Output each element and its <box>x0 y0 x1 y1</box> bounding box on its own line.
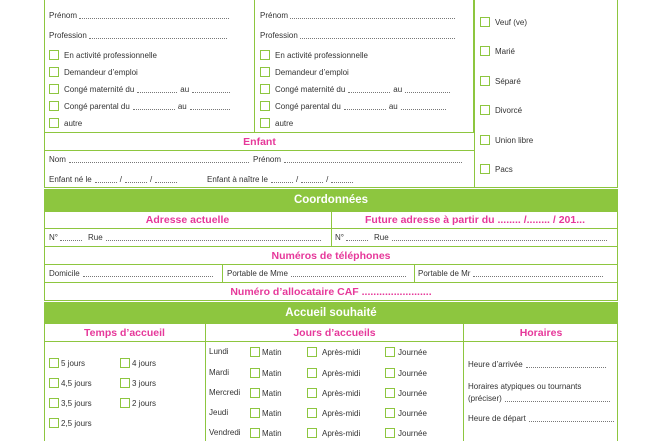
divider <box>414 264 415 282</box>
mercredi-matin[interactable] <box>250 388 282 398</box>
date-year[interactable] <box>331 176 353 183</box>
divider <box>44 264 618 265</box>
checkbox[interactable] <box>480 135 490 145</box>
date-field[interactable] <box>190 103 230 110</box>
portable-mr-label: Portable de Mr <box>418 269 471 278</box>
lundi-apres-midi[interactable] <box>307 347 360 357</box>
horaires-atypiques-row <box>468 394 610 403</box>
option-label: Congé parental du <box>64 101 130 111</box>
parent1-prenom-row <box>49 11 229 20</box>
date-sep: / <box>119 175 122 184</box>
checkbox[interactable] <box>250 408 260 418</box>
date-month[interactable] <box>125 176 147 183</box>
matin-label: Matin <box>262 428 282 438</box>
temps-2-jours[interactable] <box>120 398 156 408</box>
enfant-prenom-label: Prénom <box>253 155 282 164</box>
portable-mme-row <box>227 269 406 278</box>
divider <box>222 264 223 282</box>
domicile-field[interactable] <box>83 270 213 277</box>
checkbox[interactable] <box>120 398 130 408</box>
parent2-option-demandeur[interactable] <box>260 67 349 77</box>
au-label: au <box>180 84 190 94</box>
date-field[interactable] <box>348 86 390 93</box>
parent1-prenom-label: Prénom <box>49 11 78 20</box>
future-adresse-title: Future adresse à partir du ........ /........ / 201... <box>365 214 585 226</box>
adresse-actuelle-title: Adresse actuelle <box>145 214 230 226</box>
option-label: Congé maternité du <box>275 84 346 94</box>
temps-accueil-title: Temps d’accueil <box>84 326 165 339</box>
jeudi-journee[interactable] <box>385 408 427 418</box>
checkbox[interactable] <box>49 67 59 77</box>
mercredi-journee[interactable] <box>385 388 427 398</box>
mardi-journee[interactable] <box>385 368 427 378</box>
portable-mme-label: Portable de Mme <box>227 269 288 278</box>
future-adresse-row <box>335 233 607 242</box>
checkbox[interactable] <box>120 378 130 388</box>
situation-label: Divorcé <box>495 105 523 115</box>
temps-5-jours[interactable] <box>49 358 85 368</box>
enfant-a-naitre-row <box>207 175 353 184</box>
heure-arrivee-field[interactable] <box>526 361 606 368</box>
checkbox[interactable] <box>385 347 395 357</box>
accueil-title: Accueil souhaité <box>44 302 618 323</box>
portable-mr-row <box>418 269 603 278</box>
numero-label: N° <box>49 233 58 242</box>
rue-label: Rue <box>373 233 389 242</box>
numero-field[interactable] <box>60 234 82 241</box>
jour-mercredi-label: Mercredi <box>209 388 241 397</box>
checkbox[interactable] <box>260 67 270 77</box>
apres-midi-label: Après-midi <box>322 368 361 378</box>
situation-section <box>474 0 618 188</box>
temps-label: 3 jours <box>132 378 157 388</box>
situation-union-libre[interactable] <box>480 135 533 145</box>
checkbox[interactable] <box>260 84 270 94</box>
journee-label: Journée <box>398 428 427 438</box>
parent1-option-demandeur[interactable] <box>49 67 138 77</box>
checkbox[interactable] <box>307 428 317 438</box>
telephones-title: Numéros de téléphones <box>271 249 391 262</box>
parent1-prenom-field[interactable] <box>79 12 229 19</box>
checkbox[interactable] <box>49 378 59 388</box>
portable-mme-field[interactable] <box>291 270 406 277</box>
parent2-prenom-field[interactable] <box>290 12 455 19</box>
heure-arrivee-label: Heure d’arrivée <box>468 360 523 369</box>
heure-depart-row <box>468 414 614 423</box>
checkbox[interactable] <box>250 428 260 438</box>
date-month[interactable] <box>301 176 323 183</box>
checkbox[interactable] <box>49 118 59 128</box>
date-day[interactable] <box>95 176 117 183</box>
checkbox[interactable] <box>49 84 59 94</box>
jour-mardi-label: Mardi <box>209 368 230 377</box>
option-label: Demandeur d’emploi <box>64 67 138 77</box>
parent1-profession-field[interactable] <box>89 32 227 39</box>
temps-label: 2 jours <box>132 398 157 408</box>
situation-divorce[interactable] <box>480 105 522 115</box>
date-field[interactable] <box>405 86 450 93</box>
checkbox[interactable] <box>307 388 317 398</box>
checkbox[interactable] <box>480 46 490 56</box>
parent2-option-maternite[interactable] <box>260 84 450 94</box>
caf-label: Numéro d’allocataire CAF ........................ <box>230 286 432 298</box>
heure-depart-label: Heure de départ <box>468 414 526 423</box>
jours-accueils-title: Jours d’accueils <box>293 326 376 339</box>
date-day[interactable] <box>271 176 293 183</box>
checkbox[interactable] <box>250 368 260 378</box>
coordonnees-title: Coordonnées <box>44 189 618 211</box>
checkbox[interactable] <box>49 358 59 368</box>
checkbox[interactable] <box>260 118 270 128</box>
checkbox[interactable] <box>250 388 260 398</box>
option-label: autre <box>275 118 294 128</box>
apres-midi-label: Après-midi <box>322 388 361 398</box>
checkbox[interactable] <box>480 164 490 174</box>
parent2-profession-field[interactable] <box>300 32 455 39</box>
checkbox[interactable] <box>250 347 260 357</box>
journee-label: Journée <box>398 347 427 357</box>
rue-field[interactable] <box>106 234 321 241</box>
horaires-atypiques-label: Horaires atypiques ou tournants <box>468 382 582 391</box>
domicile-label: Domicile <box>49 269 80 278</box>
jour-lundi-label: Lundi <box>209 347 229 356</box>
parent1-option-maternite[interactable] <box>49 84 230 94</box>
checkbox[interactable] <box>480 17 490 27</box>
apres-midi-label: Après-midi <box>322 408 361 418</box>
heure-arrivee-row <box>468 360 606 369</box>
adresse-actuelle-row <box>49 233 321 242</box>
jour-jeudi-label: Jeudi <box>209 408 229 417</box>
journee-label: Journée <box>398 388 427 398</box>
parent1-option-activite[interactable] <box>49 50 157 60</box>
enfant-ne-le-label: Enfant né le <box>49 175 92 184</box>
option-label: En activité professionnelle <box>275 50 368 60</box>
parent1-profession-label: Profession <box>49 31 87 40</box>
temps-4-5-jours[interactable] <box>49 378 92 388</box>
situation-label: Union libre <box>495 135 534 145</box>
situation-marie[interactable] <box>480 46 515 56</box>
checkbox[interactable] <box>307 347 317 357</box>
temps-label: 5 jours <box>61 358 86 368</box>
mercredi-apres-midi[interactable] <box>307 388 360 398</box>
enfant-nom-label: Nom <box>49 155 66 164</box>
parent2-profession-label: Profession <box>260 31 298 40</box>
date-field[interactable] <box>133 103 175 110</box>
checkbox[interactable] <box>260 101 270 111</box>
horaires-atypiques-preciser-label: (préciser) <box>468 394 502 403</box>
rue-label: Rue <box>87 233 103 242</box>
heure-depart-field[interactable] <box>529 415 614 422</box>
date-field[interactable] <box>401 103 446 110</box>
lundi-matin[interactable] <box>250 347 282 357</box>
checkbox[interactable] <box>49 50 59 60</box>
situation-label: Séparé <box>495 76 521 86</box>
rue-field[interactable] <box>392 234 607 241</box>
mardi-apres-midi[interactable] <box>307 368 360 378</box>
matin-label: Matin <box>262 347 282 357</box>
apres-midi-label: Après-midi <box>322 428 361 438</box>
temps-3-5-jours[interactable] <box>49 398 92 408</box>
divider <box>44 341 618 342</box>
enfant-title: Enfant <box>243 135 276 148</box>
situation-veuf[interactable] <box>480 17 527 27</box>
parent2-option-activite[interactable] <box>260 50 368 60</box>
temps-label: 4,5 jours <box>61 378 92 388</box>
divider <box>44 150 475 151</box>
checkbox[interactable] <box>307 408 317 418</box>
checkbox[interactable] <box>120 358 130 368</box>
date-sep: / <box>295 175 299 184</box>
mardi-matin[interactable] <box>250 368 282 378</box>
apres-midi-label: Après-midi <box>322 347 361 357</box>
date-field[interactable] <box>344 103 386 110</box>
parent2-prenom-row <box>260 11 455 20</box>
date-field[interactable] <box>137 86 177 93</box>
horaires-title: Horaires <box>519 326 563 339</box>
checkbox[interactable] <box>480 105 490 115</box>
checkbox[interactable] <box>385 428 395 438</box>
portable-mr-field[interactable] <box>473 270 603 277</box>
option-label: Congé parental du <box>275 101 341 111</box>
au-label: au <box>388 101 398 111</box>
temps-2-5-jours[interactable] <box>49 418 92 428</box>
date-sep: / <box>149 175 153 184</box>
vendredi-journee[interactable] <box>385 428 427 438</box>
situation-label: Veuf (ve) <box>495 17 528 27</box>
temps-label: 3,5 jours <box>61 398 92 408</box>
checkbox[interactable] <box>49 101 59 111</box>
parent1-profession-row <box>49 31 227 40</box>
situation-label: Marié <box>495 46 516 56</box>
parent2-profession-row <box>260 31 455 40</box>
jeudi-matin[interactable] <box>250 408 282 418</box>
au-label: au <box>393 84 403 94</box>
temps-label: 4 jours <box>132 358 157 368</box>
parent2-option-parental[interactable] <box>260 101 446 111</box>
temps-label: 2,5 jours <box>61 418 92 428</box>
option-label: Demandeur d’emploi <box>275 67 349 77</box>
temps-3-jours[interactable] <box>120 378 156 388</box>
option-label: Congé maternité du <box>64 84 135 94</box>
checkbox[interactable] <box>49 418 59 428</box>
matin-label: Matin <box>262 368 282 378</box>
journee-label: Journée <box>398 408 427 418</box>
date-year[interactable] <box>155 176 177 183</box>
enfant-prenom-field[interactable] <box>284 156 462 163</box>
checkbox[interactable] <box>385 368 395 378</box>
numero-label: N° <box>335 233 344 242</box>
parent1-option-parental[interactable] <box>49 101 230 111</box>
option-label: autre <box>64 118 83 128</box>
situation-separe[interactable] <box>480 76 521 86</box>
checkbox[interactable] <box>49 398 59 408</box>
enfant-ne-le-row <box>49 175 177 184</box>
jeudi-apres-midi[interactable] <box>307 408 360 418</box>
domicile-row <box>49 269 213 278</box>
checkbox[interactable] <box>307 368 317 378</box>
parent1-option-autre[interactable] <box>49 118 82 128</box>
matin-label: Matin <box>262 388 282 398</box>
checkbox[interactable] <box>385 388 395 398</box>
enfant-prenom-row <box>253 155 462 164</box>
date-field[interactable] <box>192 86 230 93</box>
parent2-prenom-label: Prénom <box>260 11 289 20</box>
date-sep: / <box>326 175 329 184</box>
checkbox[interactable] <box>480 76 490 86</box>
situation-pacs[interactable] <box>480 164 513 174</box>
checkbox[interactable] <box>260 50 270 60</box>
horaires-atypiques-field[interactable] <box>505 395 610 402</box>
checkbox[interactable] <box>385 408 395 418</box>
option-label: En activité professionnelle <box>64 50 157 60</box>
vendredi-matin[interactable] <box>250 428 282 438</box>
jour-vendredi-label: Vendredi <box>209 428 241 437</box>
numero-field[interactable] <box>346 234 368 241</box>
parent2-option-autre[interactable] <box>260 118 293 128</box>
enfant-nom-field[interactable] <box>69 156 249 163</box>
temps-4-jours[interactable] <box>120 358 156 368</box>
matin-label: Matin <box>262 408 282 418</box>
vendredi-apres-midi[interactable] <box>307 428 360 438</box>
journee-label: Journée <box>398 368 427 378</box>
situation-label: Pacs <box>495 164 513 174</box>
au-label: au <box>177 101 187 111</box>
enfant-a-naitre-label: Enfant à naître le <box>207 175 268 184</box>
enfant-nom-row <box>49 155 249 164</box>
parents-divider <box>254 0 255 133</box>
lundi-journee[interactable] <box>385 347 427 357</box>
